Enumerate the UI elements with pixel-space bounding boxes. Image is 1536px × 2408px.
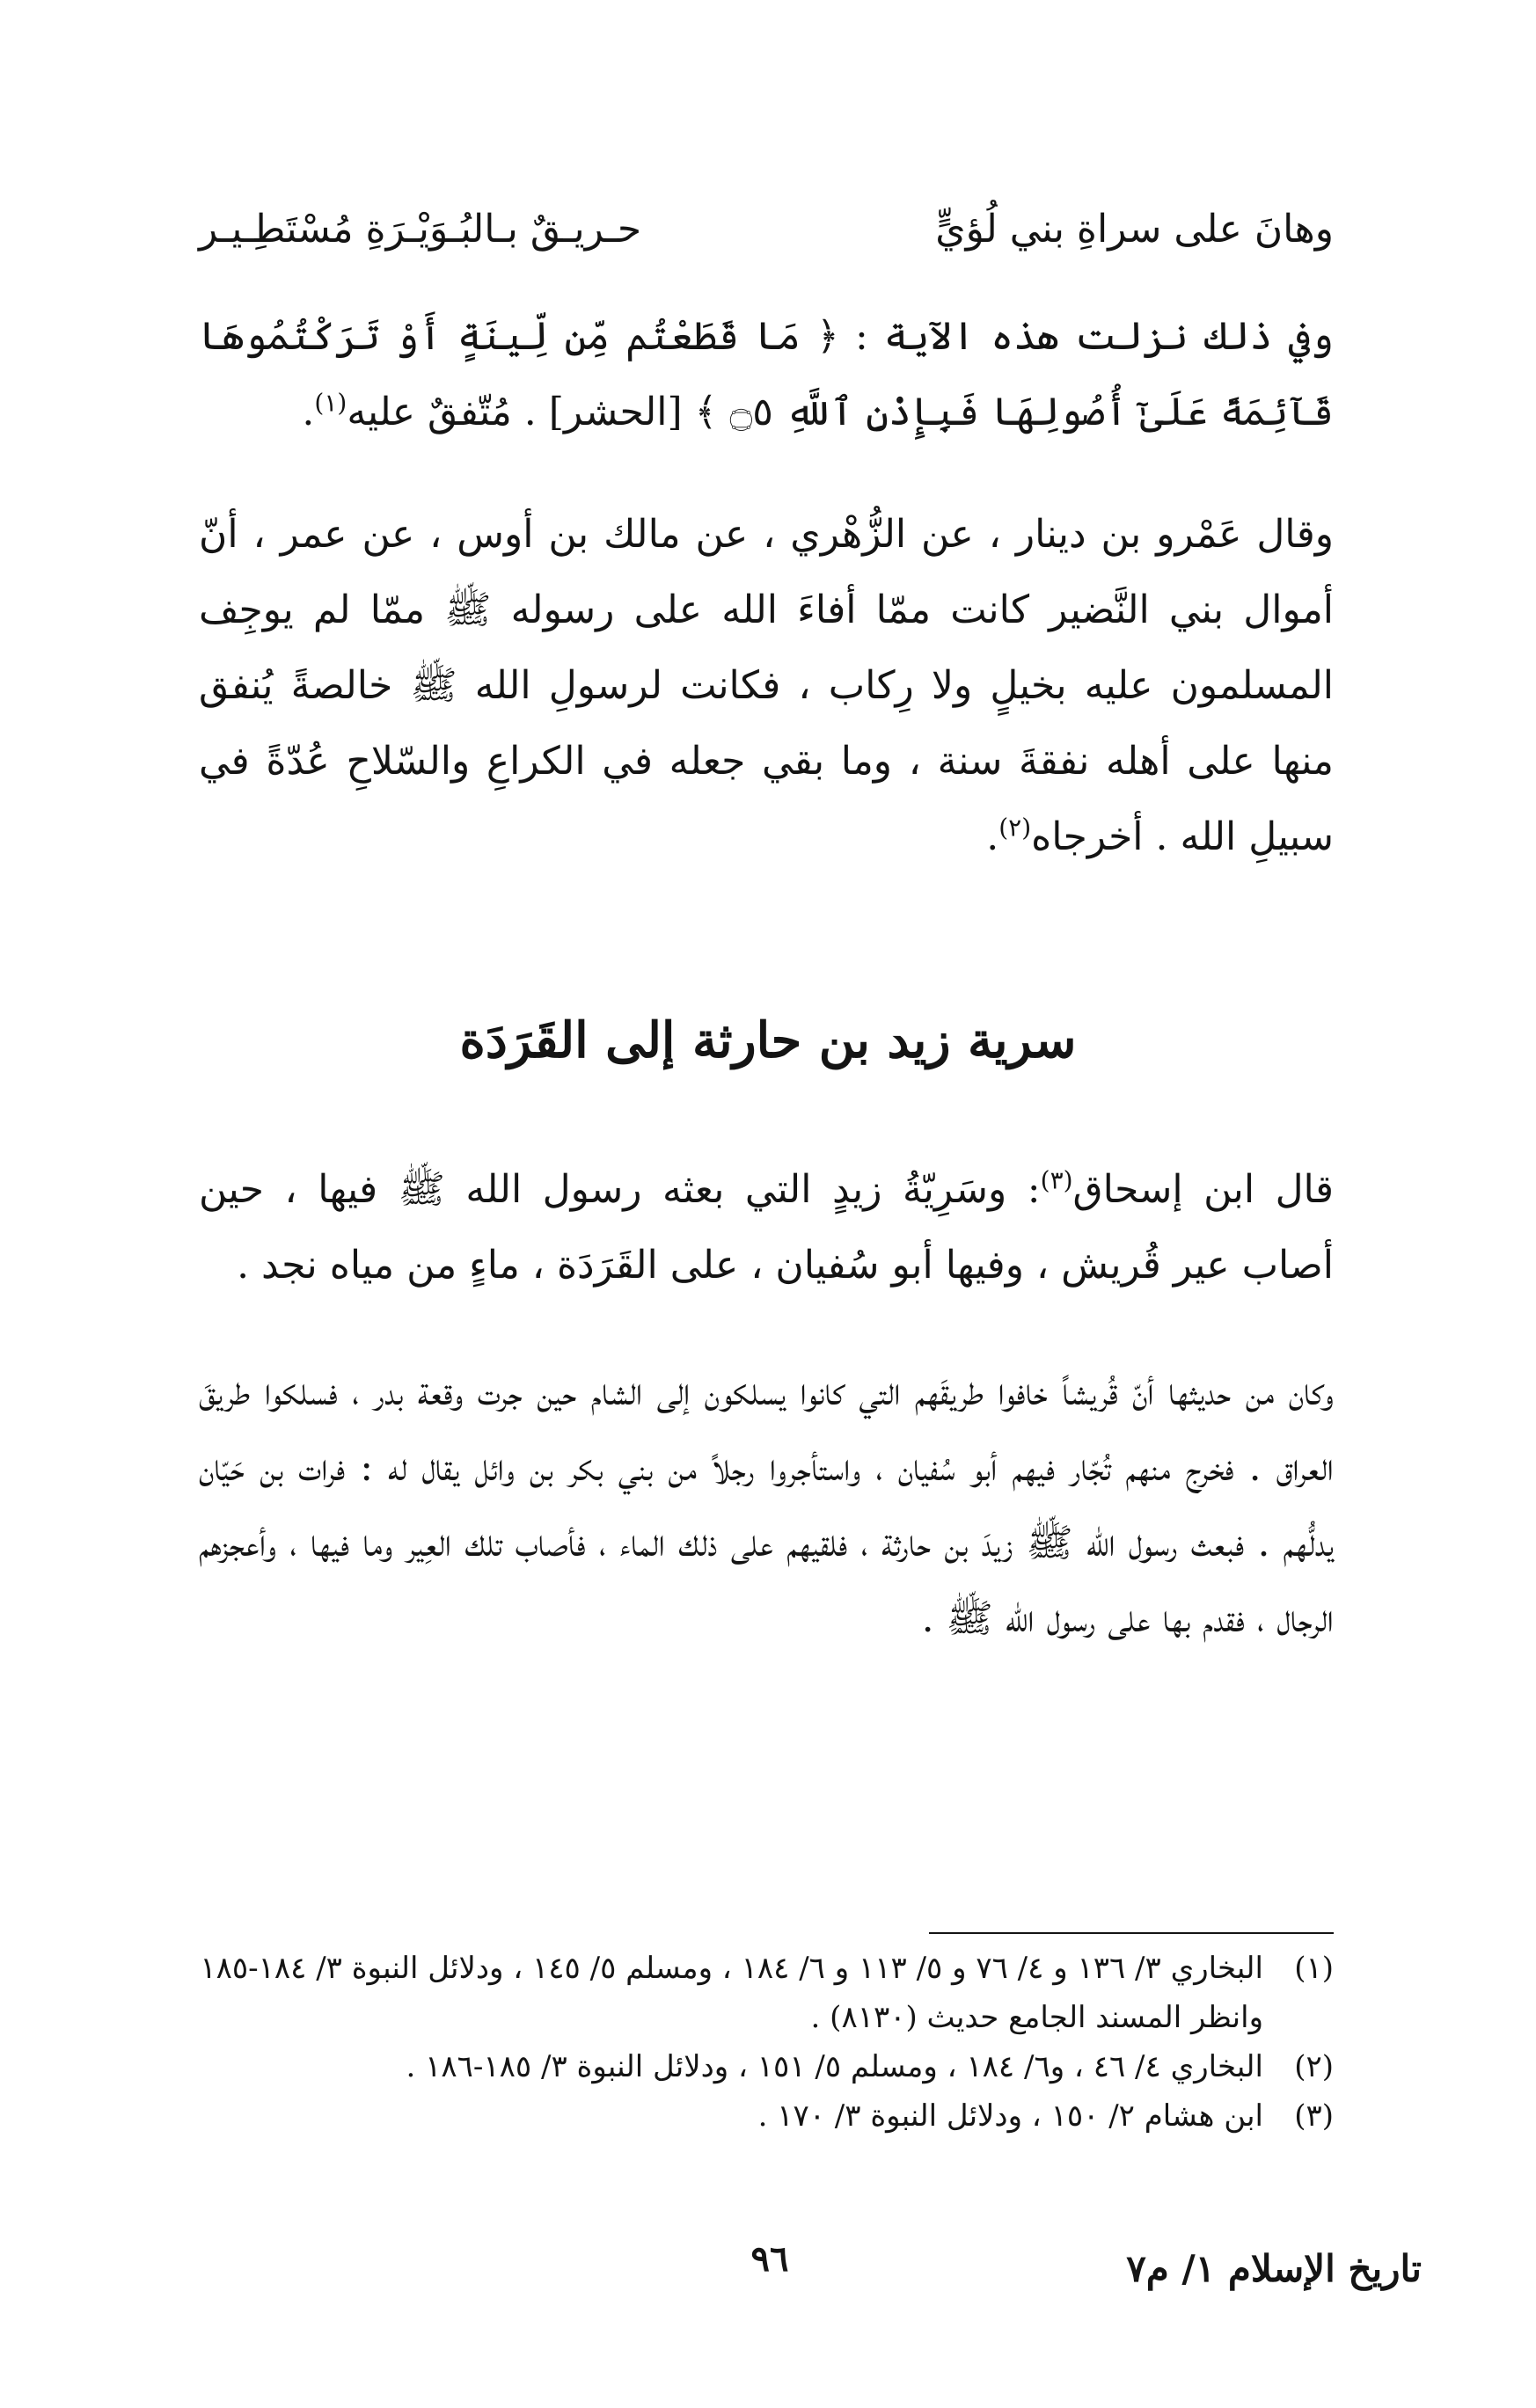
verse-intro: وفي ذلك نزلت هذه الآية : xyxy=(855,314,1334,359)
footnote-number: (١) xyxy=(1294,1951,1334,1986)
footnote-1 xyxy=(199,1944,1334,2042)
footnote-3 xyxy=(199,2091,1334,2141)
poem-second-hemistich: حـريـقٌ بـالبُـوَيْـرَةِ مُسْتَطِـيـر xyxy=(199,207,642,252)
verse-source: [الحشر] . مُتّفقٌ عليه xyxy=(347,390,683,434)
volume-signature: تاريخ الإسلام ١/ م٧ xyxy=(1126,2247,1422,2290)
ishaq-lead: قال ابن إسحاق xyxy=(1072,1167,1334,1212)
quraysh-text: وكان من حديثها أنّ قُريشاً خافوا طريقَهم التي كانوا يسلكون إلى الشام حين جرت وقعة بدر ، فسلكوا طريقَ العراق . فخرج منهم تُجّار فيهم أبو سُفيان ، واستأجروا رجلاً من بني بكر بن وائل يقال له : فرات بن حَيّان يدلُّهم . فبعث رسول الله ﷺ زيدَ بن حارثة ، فلقيهم على ذلك الماء ، فأصاب تلك العِير وما فيها ، وأعجزهم الرجال ، فقدم بها على رسول الله ﷺ . xyxy=(199,1369,1334,1641)
page-number: ٩٦ xyxy=(750,2238,789,2280)
footnote-number: (٢) xyxy=(1294,2049,1334,2084)
paragraph-amr-bin-dinar xyxy=(199,497,1334,875)
footnote-number: (٣) xyxy=(1294,2098,1334,2134)
amr-text: وقال عَمْرو بن دينار ، عن الزُّهْري ، عن مالك بن أوس ، عن عمر ، أنّ أموال بني النَّضير كانت ممّا أفاءَ الله على رسوله ﷺ ممّا لم يوجِف المسلمون عليه بخيلٍ ولا رِكاب ، فكانت لرسولِ الله ﷺ خالصةً يُنفق منها على أهله نفقةَ سنة ، وما بقي جعله في الكراعِ والسّلاحِ عُدّةً في سبيلِ الله . أخرجاه xyxy=(199,512,1334,859)
section-heading: سرية زيد بن حارثة إلى القَرَدَة xyxy=(459,1011,1077,1069)
paragraph-verse-revelation xyxy=(199,299,1334,450)
footnote-ref-1[interactable]: (١) xyxy=(314,388,347,418)
footnote-2 xyxy=(199,2042,1334,2091)
footnote-ref-2[interactable]: (٢) xyxy=(998,813,1032,843)
paragraph-ibn-ishaq xyxy=(199,1152,1334,1303)
verse-end-mark: . xyxy=(302,390,315,434)
amr-end-mark: . xyxy=(986,814,999,859)
poem-first-hemistich: وهانَ على سراةِ بني لُؤيٍّ xyxy=(935,207,1334,252)
paragraph-quraysh-route xyxy=(199,1354,1334,1657)
footnote-divider xyxy=(929,1932,1334,1934)
poem-verse xyxy=(199,207,1334,286)
ishaq-text: : وسَرِيّةُ زيدٍ التي بعثه رسول الله ﷺ فيها ، حين أصاب عير قُريش ، وفيها أبو سُفيان ، على القَرَدَة ، ماءٍ من مياه نجد . xyxy=(199,1167,1334,1288)
footnotes xyxy=(199,1944,1334,2141)
footnote-text: ابن هشام ٢/ ١٥٠ ، ودلائل النبوة ٣/ ١٧٠ . xyxy=(757,2098,1263,2134)
footnote-text: البخاري ٣/ ١٣٦ و ٤/ ٧٦ و ٥/ ١١٣ و ٦/ ١٨٤ ، ومسلم ٥/ ١٤٥ ، ودلائل النبوة ٣/ ١٨٤-١٨٥ وانظر المسند الجامع حديث (٨١٣٠) . xyxy=(200,1951,1263,2035)
footnote-ref-3[interactable]: (٣) xyxy=(1040,1165,1073,1195)
footnote-text: البخاري ٤/ ٤٦ ، و٦/ ١٨٤ ، ومسلم ٥/ ١٥١ ، ودلائل النبوة ٣/ ١٨٥-١٨٦ . xyxy=(406,2049,1263,2084)
quran-verse: ﴿ مَا قَطَعْتُم مِّن لِّينَةٍ أَوْ تَرَكْتُمُوهَا قَآئِمَةً عَلَىٰٓ أُصُولِهَا فَبِإِذْنِ ٱللَّهِ ۝٥ ﴾ xyxy=(199,314,1334,434)
